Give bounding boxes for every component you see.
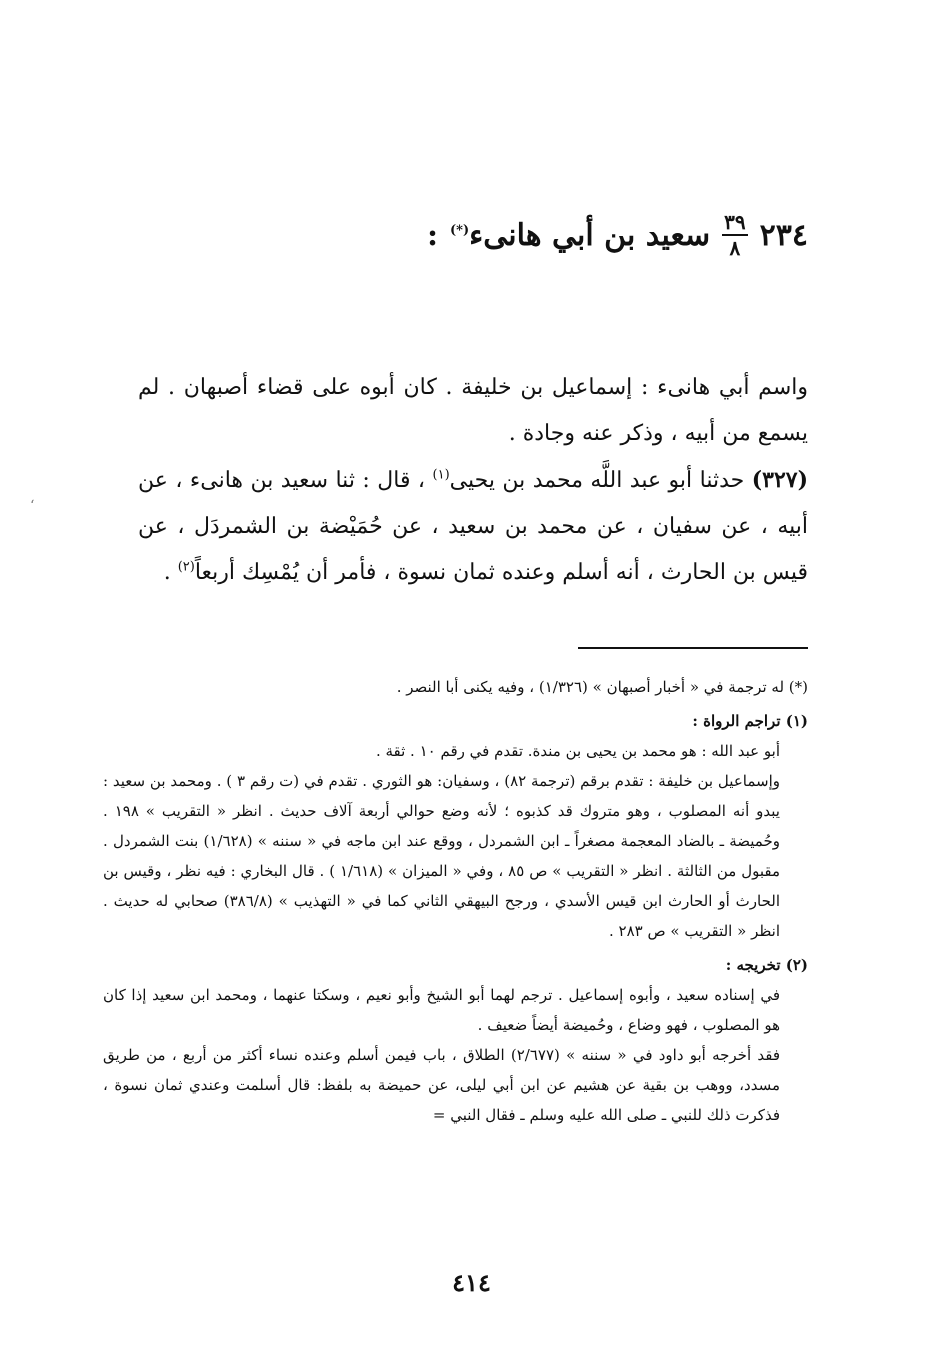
- entry-footnote-marker: (*): [450, 222, 470, 238]
- volume-page-fraction: [722, 212, 747, 258]
- hadith-text-a: حدثنا أبو عبد اللَّه محمد بن يحيى: [449, 468, 745, 493]
- hadith-text-b: ، قال : ثنا سعيد بن هانىء ، عن أبيه ، عن سفيان ، عن محمد بن سعيد ، عن حُمَيْضة بن الشمردَل ، عن قيس بن الحارث ، أنه أسلم وعنده ثمان نسوة ، فأمر أن يُمْسِك أربعاً: [138, 468, 808, 585]
- entry-title: [450, 218, 710, 253]
- footnote-1-line: أبو عبد الله : هو محمد بن يحيى بن مندة. تقدم في رقم ١٠ . ثقة .: [375, 742, 780, 760]
- fraction-denominator: ٨: [729, 236, 741, 260]
- footnote-ref-1: (١): [432, 467, 450, 483]
- hadith-paragraph: [138, 457, 808, 596]
- footnote-2-line: في إسناده سعيد ، وأبوه إسماعيل . ترجم لهما أبو الشيخ وأبو نعيم ، وسكتا عنهما ، ومحمد ابن سعيد إذا كان هو المصلوب ، فهو وضاع ، وحُميضة أيضاً ضعيف .: [103, 986, 780, 1034]
- main-text: [138, 365, 808, 596]
- footnotes: [103, 672, 808, 1130]
- entry-number: ٢٣٤: [759, 217, 808, 253]
- footnote-1-heading: (١) تراجم الرواة :: [692, 712, 808, 730]
- entry-heading: [427, 212, 808, 258]
- page-number: ٤١٤: [452, 1268, 491, 1297]
- footnote-2-heading: (٢) تخريجه :: [725, 956, 808, 974]
- footnote-separator: [578, 647, 808, 649]
- entry-title-text: سعيد بن أبي هانىء: [469, 217, 711, 253]
- footnote-ref-2: (٢): [177, 559, 195, 575]
- star-footnote: (*) له ترجمة في « أخبار أصبهان » (١/٣٢٦) ، وفيه يكنى أبا النصر .: [396, 678, 808, 696]
- fraction-numerator: ٣٩: [724, 210, 746, 234]
- stray-mark: ‘: [30, 498, 35, 514]
- footnote-1-line: وإسماعيل بن خليفة : تقدم برقم (ترجمة ٨٢) ، وسفيان: هو الثوري . تقدم في (ت رقم ٣ ) . ومحمد بن سعيد : يبدو أنه المصلوب ، وهو متروك قد كذبوه ؛ لأنه وضع حوالي أربعة آلاف حديث . انظر « التقريب » ١٩٨ . وحُميضة ـ بالضاد المعجمة مصغراً ـ ابن الشمردل ، ووقع عند ابن ماجه في « سننه » (١/٦٢٨) بنت الشمردل . مقبول من الثالثة . انظر « التقريب » ص ٨٥ ، وفي « الميزان » (١/٦١٨ ) . قال البخاري : فيه نظر ، وقيس بن الحارث أو الحارث ابن قيس الأسدي ، ورجح البيهقي الثاني كما في « التهذيب » (٣٨٦/٨) صحابي له حديث . انظر « التقريب » ص ٢٨٣ .: [103, 772, 780, 940]
- hadith-end: .: [163, 560, 171, 585]
- footnote-2-line: فقد أخرجه أبو داود في « سننه » (٢/٦٧٧) الطلاق ، باب فيمن أسلم وعنده نساء أكثر من أربع ، من طريق مسدد، ووهب بن بقية عن هشيم عن ابن أبي ليلى، عن حميضة به بلفظ: قال أسلمت وعندي ثمان نسوة ، فذكرت ذلك للنبي ـ صلى الله عليه وسلم ـ فقال النبي =: [103, 1046, 780, 1124]
- intro-paragraph: واسم أبي هانىء : إسماعيل بن خليفة . كان أبوه على قضاء أصبهان . لم يسمع من أبيه ، وذكر عنه وجادة .: [138, 375, 808, 446]
- entry-colon: :: [426, 217, 439, 253]
- hadith-number: (٣٢٧): [751, 467, 808, 493]
